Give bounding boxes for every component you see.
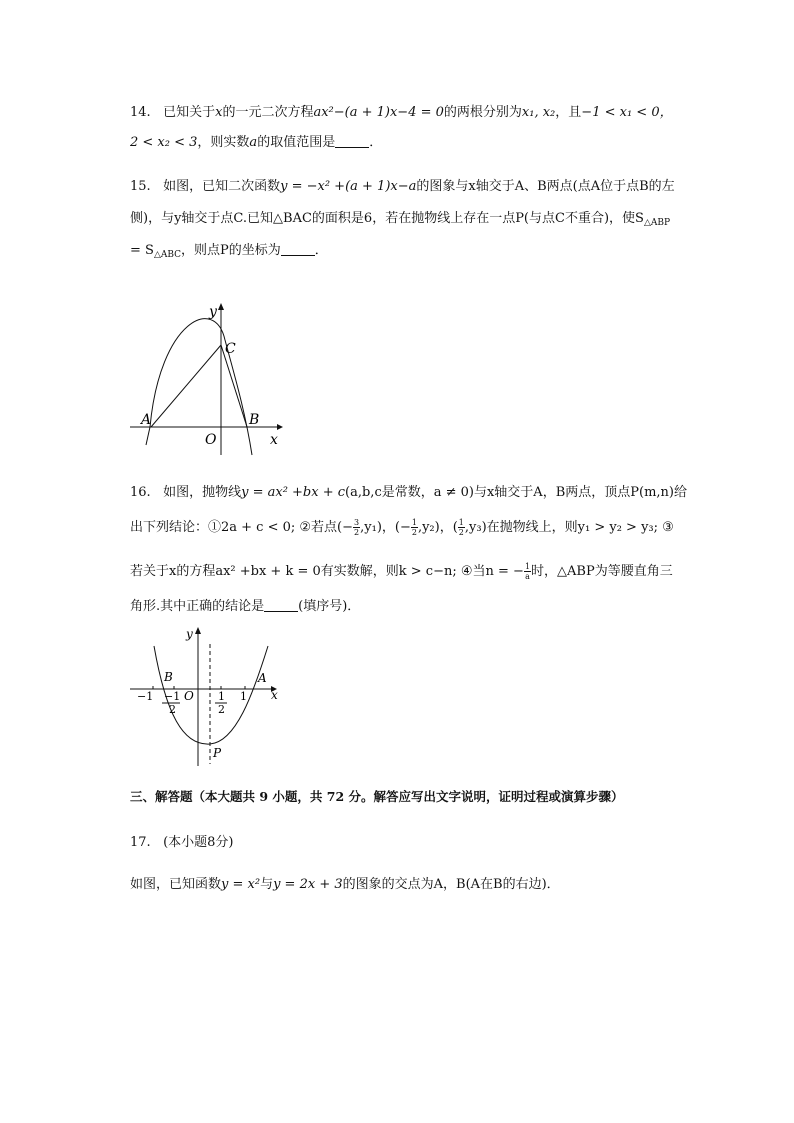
- q17-text: 如图，已知函数y = x²与y = 2x + 3的图象的交点为A，B(A在B的右边)．: [130, 877, 560, 892]
- q15-line2: 侧)，与y轴交于点C.已知△BAC的面积是6，若在抛物线上存在一点P(与点C不重合)，使$S_{\triangle ABP}$: [130, 211, 671, 228]
- parabola-left-tail: [146, 427, 150, 445]
- y-axis-arrow: [195, 627, 201, 634]
- fraction: $\frac{1}{2}$: [411, 518, 417, 537]
- q16-line3: 若关于x的方程ax² +bx + k = 0有实数解，则k > c−n; ④当n = − $\frac{1}{a}$ 时，△ABP为等腰直角三: [130, 562, 673, 581]
- label-y: y: [186, 627, 193, 641]
- label-x: x: [270, 432, 278, 448]
- fraction: $\frac{3}{2}$: [354, 518, 360, 537]
- y-axis-arrow: [218, 303, 224, 310]
- q15-equation: y = −x² +(a + 1)x−a: [280, 179, 417, 194]
- fraction: $\frac{1}{a}$: [524, 562, 531, 581]
- q14-equation: ax²−(a + 1)x−4 = 0: [313, 105, 444, 120]
- label-half-num: 1: [218, 690, 225, 703]
- q17-header: 17. (本小题8分): [130, 835, 234, 850]
- q17-number: 17.: [130, 835, 151, 850]
- label-B: B: [249, 412, 260, 428]
- label-C: C: [225, 341, 236, 357]
- segment-AC: [151, 345, 221, 427]
- q15-line1: 15. 如图，已知二次函数y = −x² +(a + 1)x−a的图象与x轴交于A、B两点(点A位于点B的左: [130, 179, 675, 194]
- answer-blank[interactable]: [335, 135, 369, 148]
- x-axis-arrow: [277, 424, 283, 430]
- label-x: x: [271, 688, 278, 702]
- q16-line1: 16. 如图，抛物线y = ax² +bx + c(a,b,c是常数，a ≠ 0)与x轴交于A，B两点，顶点P(m,n)给: [130, 485, 687, 500]
- q15-figure: [125, 300, 290, 460]
- label-y: y: [209, 304, 217, 320]
- label-nhalf-den: 2: [169, 703, 176, 716]
- parabola: [150, 319, 252, 455]
- label-O: O: [205, 432, 217, 448]
- q16-figure: [128, 624, 286, 770]
- fraction: $\frac{1}{2}$: [458, 518, 464, 537]
- label-O: O: [184, 689, 194, 703]
- label-B: B: [164, 670, 173, 684]
- q16-number: 16.: [130, 485, 151, 500]
- segment-CB: [221, 345, 247, 427]
- label-half-den: 2: [218, 703, 225, 716]
- q14-line1: 14. 已知关于x的一元二次方程ax²−(a + 1)x−4 = 0的两根分别为x₁, x₂，且−1 < x₁ < 0，: [130, 105, 673, 120]
- label-one: 1: [240, 690, 247, 703]
- q14-line2: 2 < x₂ < 3，则实数a的取值范围是 ．: [130, 135, 383, 150]
- q16-line2: 出下列结论：①2a + c < 0; ②若点(− $\frac{3}{2}$ ,y₁)，(− $\frac{1}{2}$ ,y₂)，( $\frac{1}{2}$ ,y₃)在抛物线上，则y₁ > y₂ > y₃; ③: [130, 518, 674, 537]
- q16-line4: 角形.其中正确的结论是 (填序号)．: [130, 599, 361, 614]
- q15-number: 15.: [130, 179, 151, 194]
- q16-equation: y = ax² +bx + c: [241, 485, 346, 500]
- q15-line3: = $S_{\triangle ABC}$，则点P的坐标为 ．: [130, 243, 328, 260]
- label-P: P: [213, 746, 222, 760]
- answer-blank[interactable]: [264, 599, 298, 612]
- label-neg1: −1: [137, 690, 154, 703]
- label-nhalf-num: −1: [164, 690, 181, 703]
- answer-blank[interactable]: [281, 243, 315, 256]
- label-A: A: [258, 671, 267, 685]
- q14-number: 14.: [130, 105, 151, 120]
- label-A: A: [141, 412, 152, 428]
- section-title: 三、解答题（本大题共 9 小题，共 72 分。解答应写出文字说明，证明过程或演算步骤）: [130, 789, 624, 804]
